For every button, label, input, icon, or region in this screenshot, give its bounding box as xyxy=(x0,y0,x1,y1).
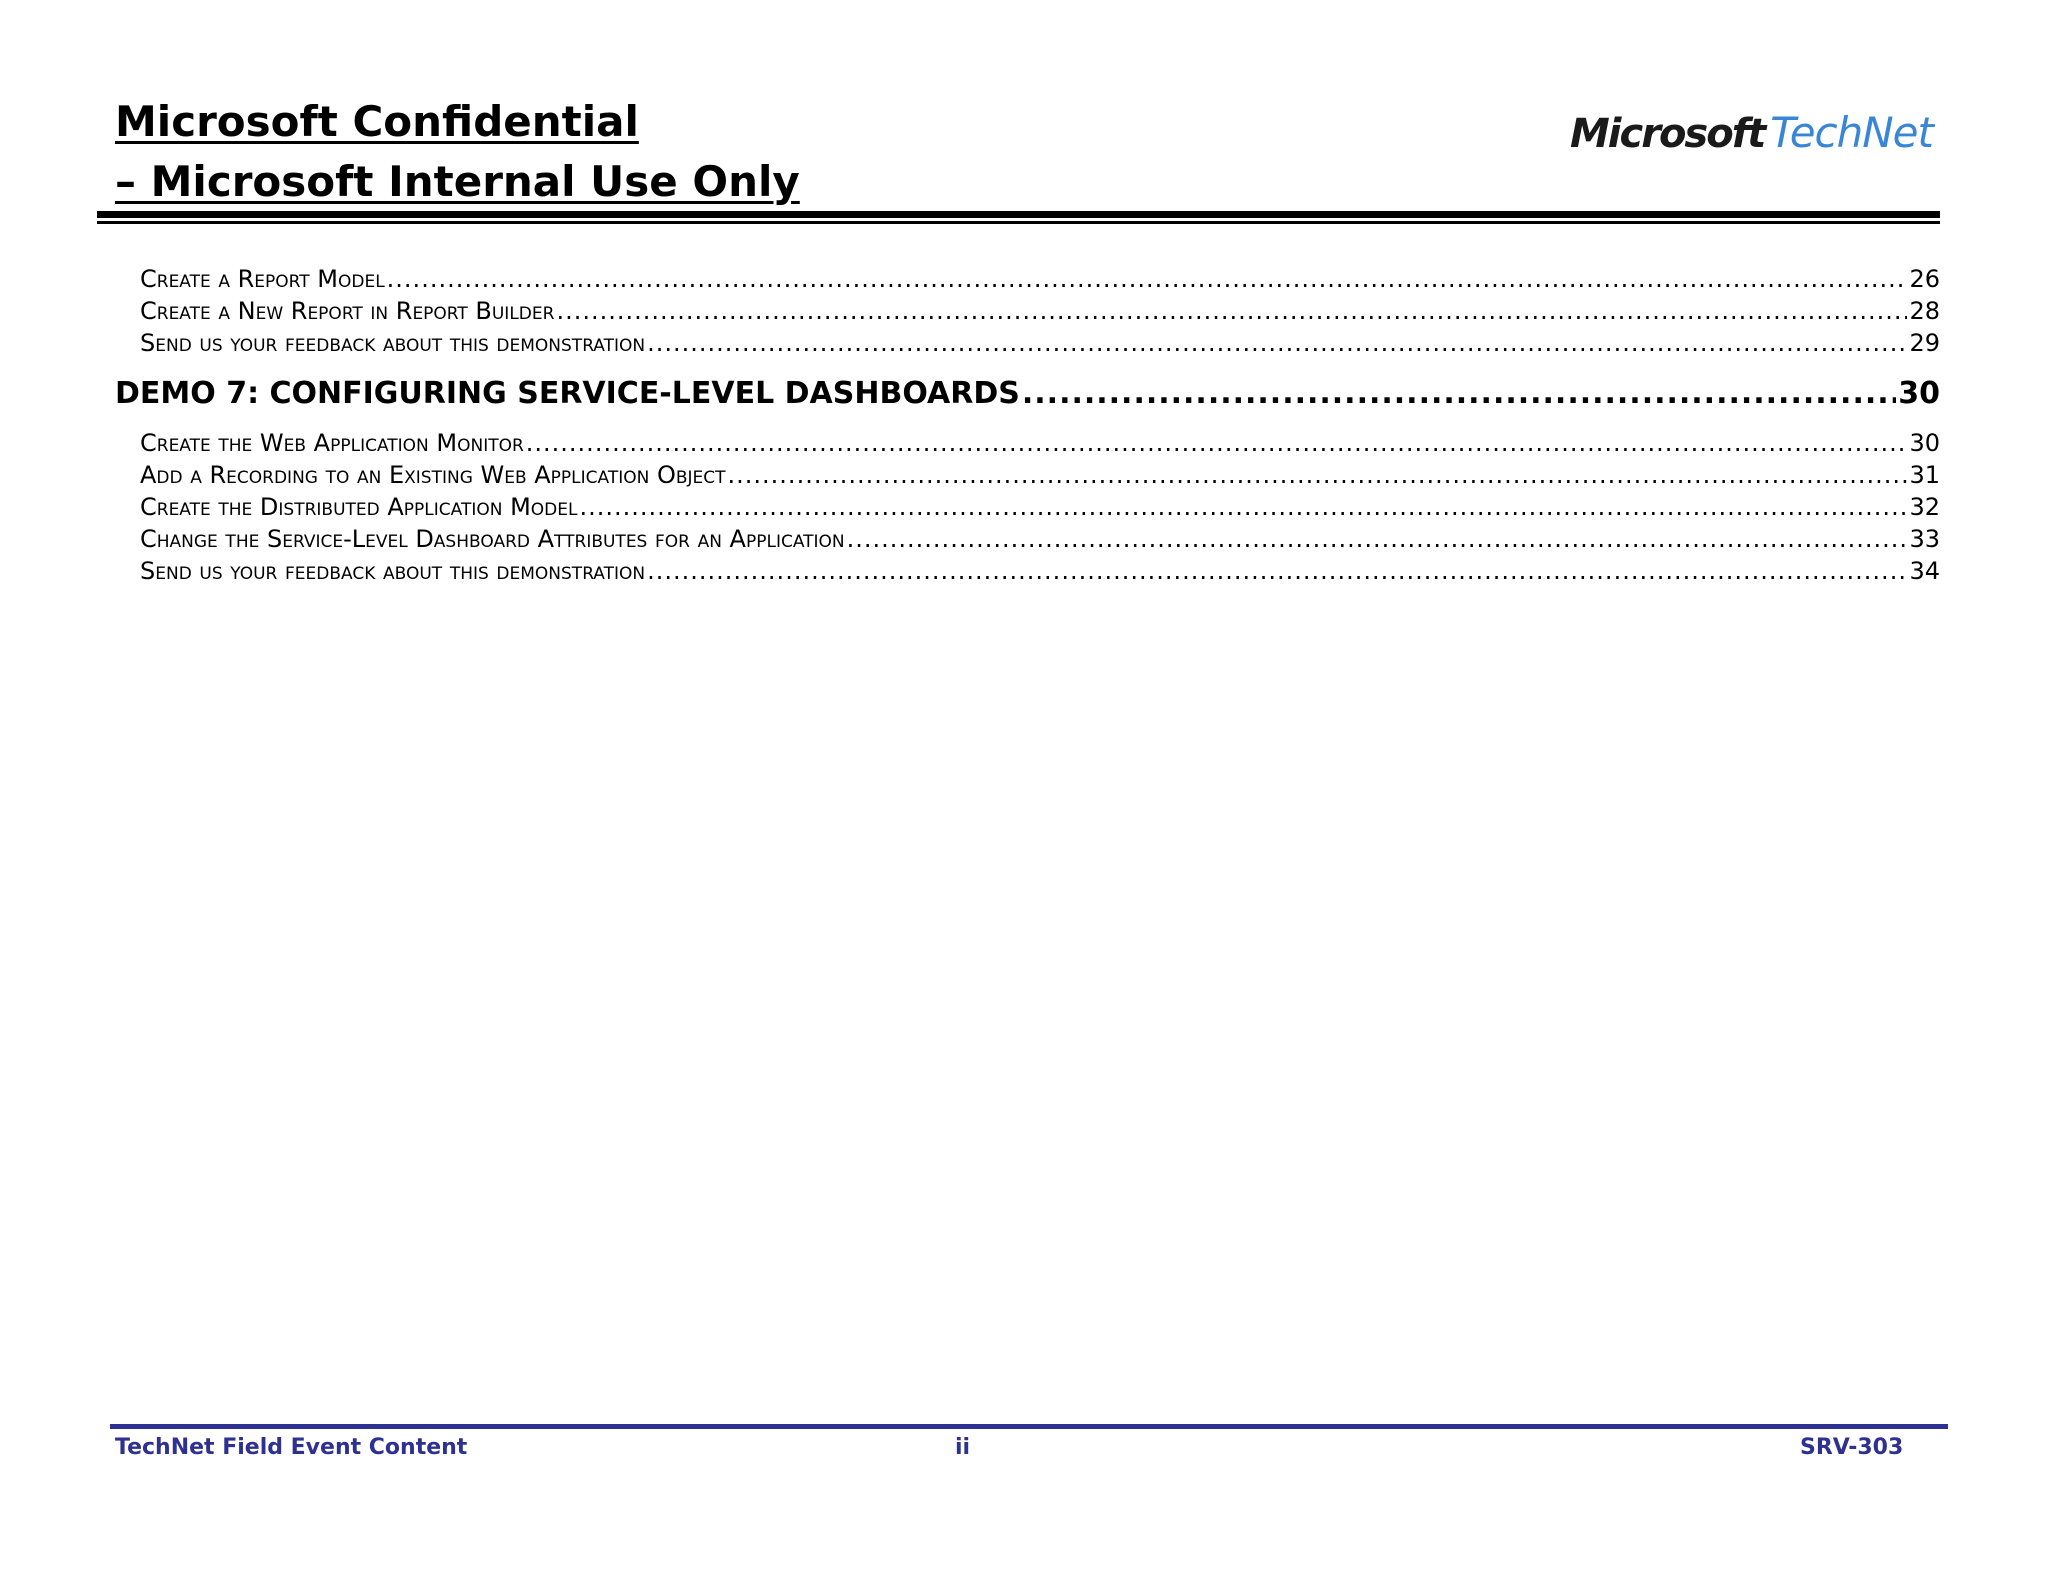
toc-entry-label: Create the Distributed Application Model xyxy=(140,493,578,521)
header-rule-thick xyxy=(97,211,1940,218)
toc-entry-label: Create a Report Model xyxy=(140,265,385,293)
footer-left-text: TechNet Field Event Content xyxy=(115,1435,468,1460)
logo-microsoft-text: Microsoft xyxy=(1570,111,1765,157)
toc-dot-leader xyxy=(728,459,1908,491)
microsoft-technet-logo xyxy=(1570,108,1933,158)
toc-section-entry[interactable] xyxy=(115,374,1940,414)
toc-section-label: DEMO 7: CONFIGURING SERVICE-LEVEL DASHBOARDS xyxy=(115,376,1020,411)
footer-rule xyxy=(110,1424,1948,1429)
toc-entry[interactable] xyxy=(140,327,1940,359)
toc-entry-page: 30 xyxy=(1909,429,1940,457)
toc-dot-leader xyxy=(647,327,1907,359)
toc-entry-page: 28 xyxy=(1909,297,1940,325)
toc-entry-label: Send us your feedback about this demonstration xyxy=(140,329,646,357)
header-rule-thin xyxy=(97,221,1940,224)
toc-dot-leader xyxy=(847,523,1908,555)
toc-dot-leader xyxy=(387,263,1908,295)
toc-dot-leader xyxy=(526,427,1908,459)
logo-technet-text: TechNet xyxy=(1770,108,1933,157)
header-title-line1: Microsoft Confidential xyxy=(115,97,639,146)
footer-doc-code: SRV-303 xyxy=(1800,1435,1904,1460)
toc-entry[interactable] xyxy=(140,491,1940,523)
toc-entry-page: 33 xyxy=(1909,525,1940,553)
toc-entry-page: 32 xyxy=(1909,493,1940,521)
toc-entry-page: 31 xyxy=(1909,461,1940,489)
toc-dot-leader xyxy=(556,295,1907,327)
footer-page-number: ii xyxy=(955,1435,971,1460)
toc-entry[interactable] xyxy=(140,427,1940,459)
toc-section-page: 30 xyxy=(1898,376,1940,411)
toc-entry-label: Send us your feedback about this demonstration xyxy=(140,557,646,585)
header-title-line2: – Microsoft Internal Use Only xyxy=(115,157,800,206)
toc-entry-label: Create the Web Application Monitor xyxy=(140,429,524,457)
toc-entry[interactable] xyxy=(140,555,1940,587)
toc-entry[interactable] xyxy=(140,263,1940,295)
toc-entry[interactable] xyxy=(140,523,1940,555)
toc-dot-leader xyxy=(1022,374,1896,414)
toc-entry[interactable] xyxy=(140,295,1940,327)
toc-entry-label: Add a Recording to an Existing Web Application Object xyxy=(140,461,726,489)
toc-entry-page: 29 xyxy=(1909,329,1940,357)
page-header-title xyxy=(115,92,800,212)
toc-entry-label: Change the Service-Level Dashboard Attributes for an Application xyxy=(140,525,845,553)
toc-entry[interactable] xyxy=(140,459,1940,491)
toc-entry-page: 26 xyxy=(1909,265,1940,293)
toc-entry-page: 34 xyxy=(1909,557,1940,585)
toc-dot-leader xyxy=(579,491,1907,523)
toc-entry-label: Create a New Report in Report Builder xyxy=(140,297,555,325)
toc-dot-leader xyxy=(647,555,1907,587)
